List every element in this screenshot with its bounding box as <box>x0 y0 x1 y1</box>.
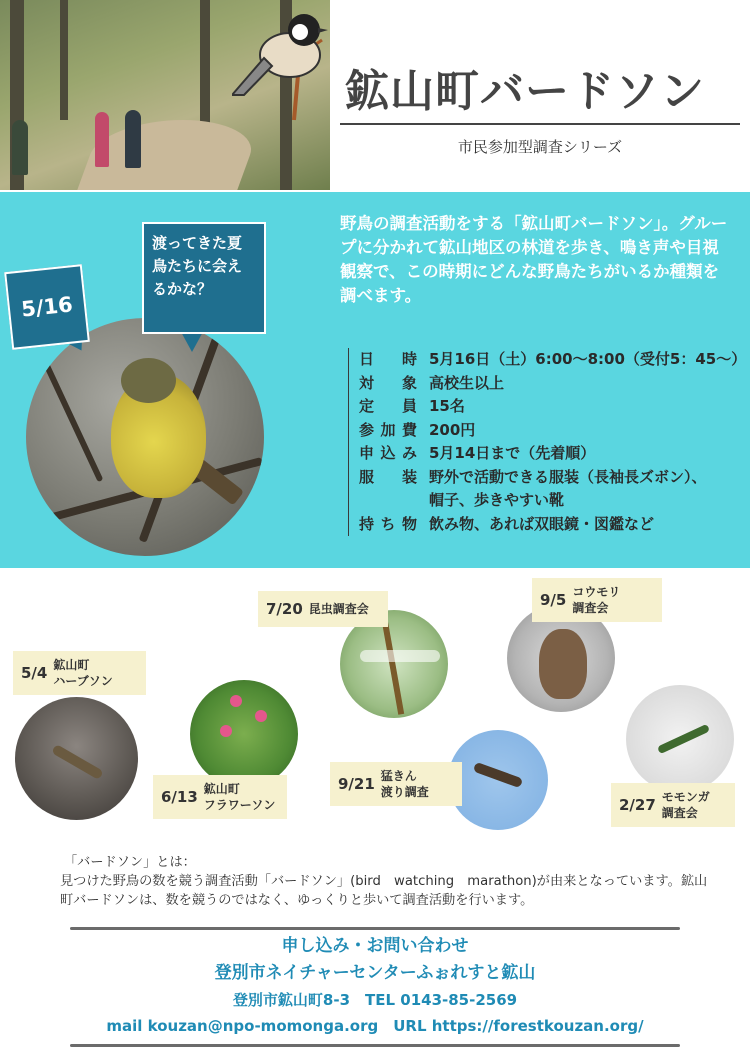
event-label-bat-survey <box>532 578 662 622</box>
contact-heading: 申し込み・お問い合わせ <box>281 936 469 956</box>
event-date: 2/27 <box>619 796 656 814</box>
event-label-flying-squirrel <box>611 783 735 827</box>
info-row-application <box>359 442 750 466</box>
contact-address-tel: 登別市鉱山町8-3 TEL 0143-85-2569 <box>232 991 518 1009</box>
info-value: 200円 <box>429 420 476 439</box>
event-label-insect-survey <box>258 591 388 627</box>
info-value: 高校生以上 <box>429 373 505 392</box>
event-name: コウモリ 調査会 <box>572 585 621 615</box>
info-key: 持ち物 <box>359 514 417 533</box>
event-name: 昆虫調査会 <box>308 602 369 616</box>
intro-text: 野鳥の調査活動をする「鉱山町バードソン」。グループに分かれて鉱山地区の林道を歩き、鳴き声や目視観察で、この時期にどんな野鳥たちがいるか種類を調べます。 <box>340 214 728 305</box>
info-row-belongings <box>359 513 750 537</box>
event-date: 7/20 <box>266 600 303 618</box>
info-row-clothing <box>359 466 750 513</box>
chickadee-illustration <box>232 0 342 125</box>
info-value: 15名 <box>429 397 465 415</box>
info-key: 服装 <box>359 467 417 486</box>
event-date: 9/5 <box>540 591 567 609</box>
info-value: 5月14日まで（先着順） <box>429 444 596 462</box>
info-key: 定員 <box>359 397 417 415</box>
info-row-capacity <box>359 395 750 419</box>
info-row-datetime <box>359 348 750 372</box>
event-label-flowerson <box>153 775 287 819</box>
event-photo-lizard <box>15 697 138 820</box>
event-details <box>348 348 750 536</box>
event-date: 5/4 <box>21 664 48 682</box>
question-bubble: 渡ってきた夏鳥たちに会えるかな？ <box>142 222 266 334</box>
event-photo-flower <box>190 680 298 788</box>
about-birdathon <box>60 853 710 910</box>
info-row-target <box>359 372 750 396</box>
info-value: 5月16日（土）6:00〜8:00（受付5：45〜） <box>429 350 747 368</box>
info-value: 飲み物、あれば双眼鏡・図鑑など <box>429 514 655 533</box>
contact-org: 登別市ネイチャーセンターふぉれすと鉱山 <box>214 963 536 983</box>
info-value: 野外で活動できる服装（長袖長ズボン）、 帽子、歩きやすい靴 <box>429 467 707 509</box>
event-label-raptor-migration <box>330 762 462 806</box>
about-text: 見つけた野鳥の数を競う調査活動「バードソン」(bird watching marathon)が由来となっています。鉱山町バードソンは、数を競うのではなく、ゆっくりと歩いて調査活動を行います。 <box>60 874 708 908</box>
title-divider <box>340 123 740 125</box>
info-key: 日時 <box>359 350 417 368</box>
contact-block <box>40 933 710 1039</box>
info-key: 対象 <box>359 373 417 392</box>
event-name: モモンガ 調査会 <box>661 790 710 820</box>
yellow-bunting-photo <box>26 318 264 556</box>
info-row-fee <box>359 419 750 443</box>
page-subtitle: 市民参加型調査シリーズ <box>457 138 623 156</box>
event-name: 鉱山町 ハーブソン <box>53 658 113 688</box>
event-photo-hawk <box>448 730 548 830</box>
footer-divider-bottom <box>70 1044 680 1047</box>
event-photo-fir-sprig <box>626 685 734 793</box>
footer-divider-top <box>70 927 680 930</box>
date-bubble: 5/16 <box>4 264 90 350</box>
about-title: 「バードソン」とは： <box>64 855 196 870</box>
page-title: 鉱山町バードソン <box>345 66 705 117</box>
contact-mail-url[interactable]: mail kouzan@npo-momonga.org URL https://forestkouzan.org/ <box>106 1017 644 1035</box>
event-date: 9/21 <box>338 775 375 793</box>
info-key: 申込み <box>359 444 417 462</box>
info-key: 参加費 <box>359 420 417 439</box>
event-name: 鉱山町 フラワーソン <box>203 782 276 812</box>
event-label-herbson <box>13 651 146 695</box>
event-name: 猛きん 渡り調査 <box>380 769 429 799</box>
event-date: 6/13 <box>161 788 198 806</box>
